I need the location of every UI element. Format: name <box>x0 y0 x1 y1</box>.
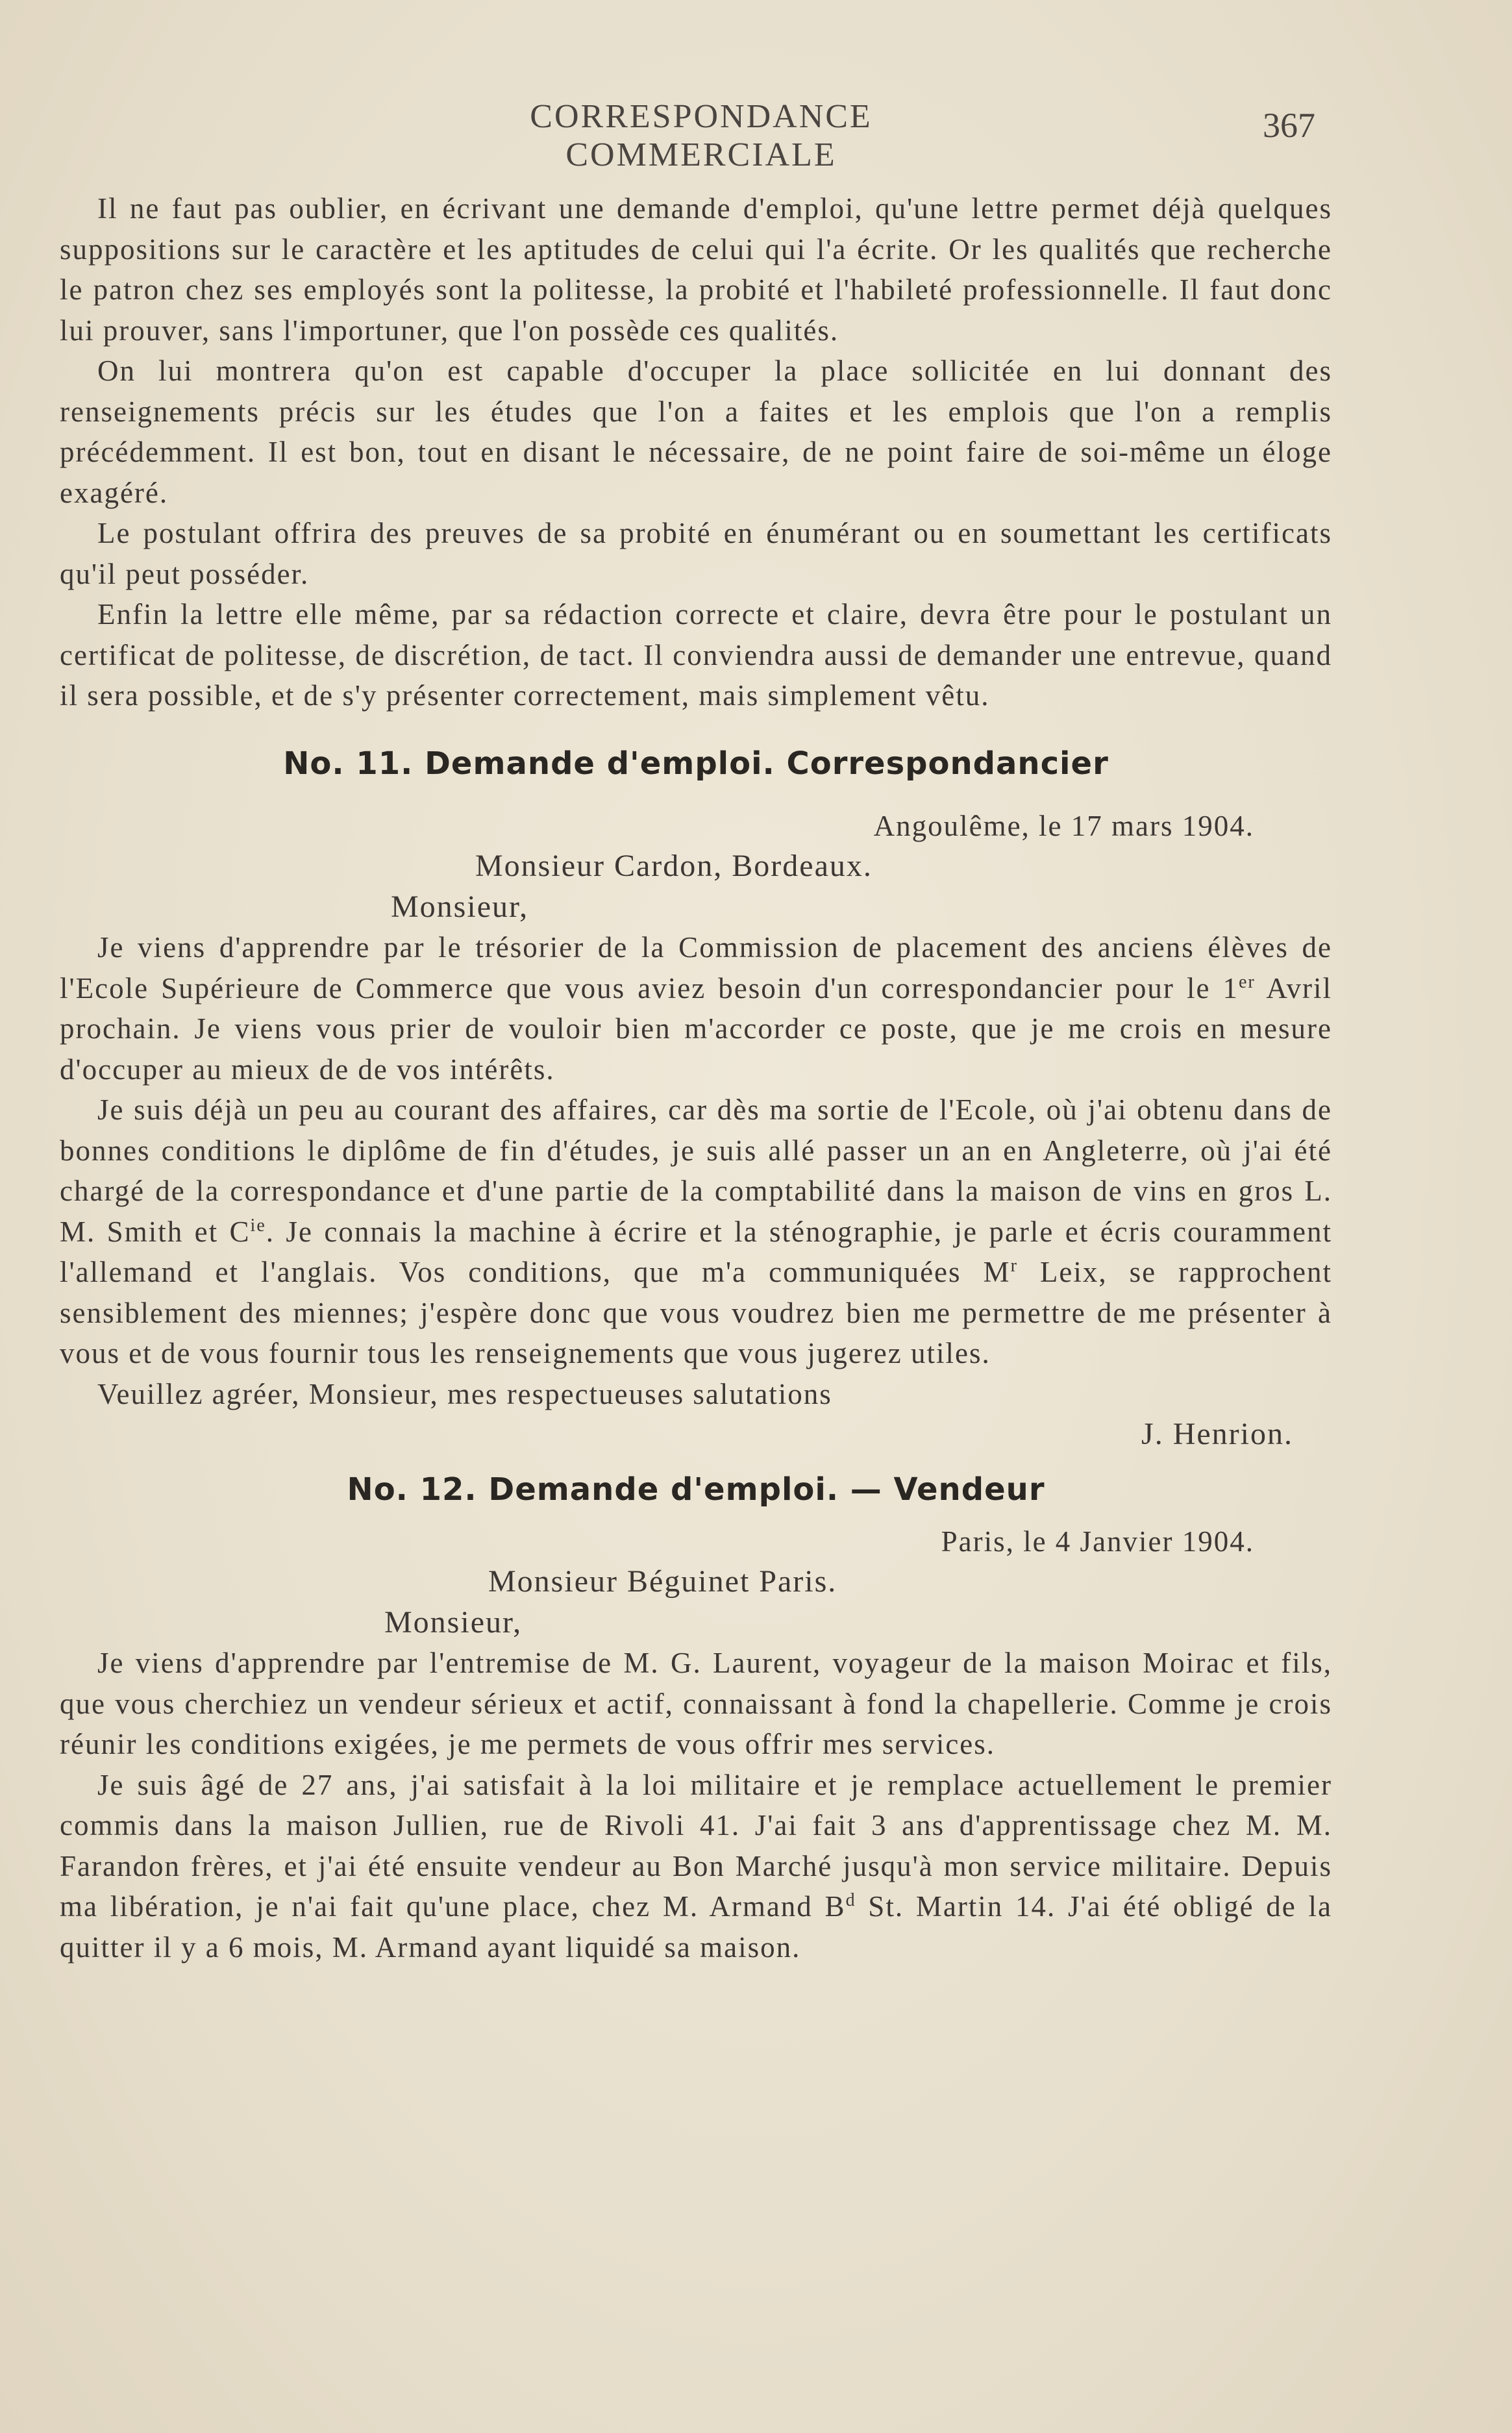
letter-11-p1-superscript: er <box>1239 971 1256 992</box>
letter-11-p1-text-b: Avril prochain. Je viens vous prier de vouloir bien m'accorder ce poste, que je me crois en mesure d'occuper au mieux de de vos intérêts. <box>60 971 1332 1086</box>
intro-paragraph-1: Il ne faut pas oublier, en écrivant une demande d'emploi, qu'une lettre permet déjà quelques suppositions sur le caractère et les aptitudes de celui qui l'a écrite. Or les qualités que recherche le patron chez ses employés sont la politesse, la probité et l'habileté professionnelle. Il faut donc lui prouver, sans l'importuner, que l'on possède ces qualités. <box>60 192 1332 347</box>
letter-11-paragraph-2 <box>60 1090 1332 1374</box>
letter-12-p2-text-b: St. Martin 14. J'ai été obligé de la quitter il y a 6 mois, M. Armand ayant liquidé sa maison. <box>60 1890 1332 1964</box>
letter-11-p1-text-a: Je viens d'apprendre par le trésorier de la Commission de placement des anciens élèves de l'Ecole Supérieure de Commerce que vous aviez besoin d'un correspondancier pour le 1 <box>60 931 1332 1004</box>
letter-11-paragraph-1 <box>60 927 1332 1090</box>
letter-11-p2-superscript-1: ie <box>250 1215 266 1236</box>
letter-12-p2-text-a: Je suis âgé de 27 ans, j'ai satisfait à la loi militaire et je remplace actuellement le premier commis dans la maison Jullien, rue de Rivoli 41. J'ai fait 3 ans d'apprentissage chez M. M. Farandon frères, et j'ai été ensuite vendeur au Bon Marché jusqu'à mon service militaire. Depuis ma libération, je n'ai fait qu'une place, chez M. Armand B <box>60 1768 1332 1923</box>
letter-11-signature: J. Henrion. <box>1141 1417 1293 1451</box>
intro-paragraph-3: Le postulant offrira des preuves de sa probité en énumérant ou en soumettant les certificats qu'il peut posséder. <box>60 517 1332 590</box>
letter-11-closing: Veuillez agréer, Monsieur, mes respectueuses salutations <box>97 1377 832 1410</box>
letter-11-salutation: Monsieur, <box>391 889 529 924</box>
letter-12-heading: No. 12. Demande d'emploi. — Vendeur <box>347 1471 1045 1508</box>
letter-12-recipient: Monsieur Béguinet Paris. <box>488 1564 837 1599</box>
page-number: 367 <box>1263 106 1315 145</box>
letter-12-salutation: Monsieur, <box>384 1604 523 1640</box>
running-header: CORRESPONDANCE COMMERCIALE <box>530 98 873 173</box>
page-body <box>60 188 1332 1967</box>
letter-11-recipient: Monsieur Cardon, Bordeaux. <box>475 849 873 883</box>
letter-11-p2-superscript-2: r <box>1010 1256 1018 1276</box>
letter-11-p2-text-a: Je suis déjà un peu au courant des affaires, car dès ma sortie de l'Ecole, où j'ai obtenu dans de bonnes conditions le diplôme de fin d'études, je suis allé passer un an en Angleterre, où j'ai été chargé de la correspondance et d'une partie de la comptabilité dans la maison de vins en gros L. M. Smith et C <box>60 1093 1332 1248</box>
intro-paragraph-4: Enfin la lettre elle même, par sa rédaction correcte et claire, devra être pour le postulant un certificat de politesse, de discrétion, de tact. Il conviendra aussi de demander une entrevue, quand il sera possible, et de s'y présenter correctement, mais simplement vêtu. <box>60 598 1332 712</box>
letter-12-paragraph-1: Je viens d'apprendre par l'entremise de M. G. Laurent, voyageur de la maison Moirac et fils, que vous cherchiez un vendeur sérieux et actif, connaissant à fond la chapellerie. Comme je crois réunir les conditions exigées, je me permets de vous offrir mes services. <box>60 1647 1332 1760</box>
letter-12-p2-superscript: d <box>845 1890 856 1910</box>
letter-12-paragraph-2 <box>60 1765 1332 1968</box>
letter-12-dateline: Paris, le 4 Janvier 1904. <box>941 1525 1254 1558</box>
letter-11-p2-text-b: . Je connais la machine à écrire et la sténographie, je parle et écris couramment l'allemand et l'anglais. Vos conditions, que m'a communiquées M <box>60 1215 1332 1288</box>
letter-11-dateline: Angoulême, le 17 mars 1904. <box>873 809 1254 842</box>
intro-paragraph-2: On lui montrera qu'on est capable d'occuper la place sollicitée en lui donnant des renseignements précis sur les études que l'on a faites et les emplois que l'on a remplis précédemment. Il est bon, tout en disant le nécessaire, de ne point faire de soi-même un éloge exagéré. <box>60 355 1332 509</box>
letter-11-p2-text-c: Leix, se rapprochent sensiblement des miennes; j'espère donc que vous voudrez bien me permettre de me présenter à vous et de vous fournir tous les renseignements que vous jugerez utiles. <box>60 1256 1333 1369</box>
letter-11-heading: No. 11. Demande d'emploi. Correspondancier <box>283 745 1109 782</box>
